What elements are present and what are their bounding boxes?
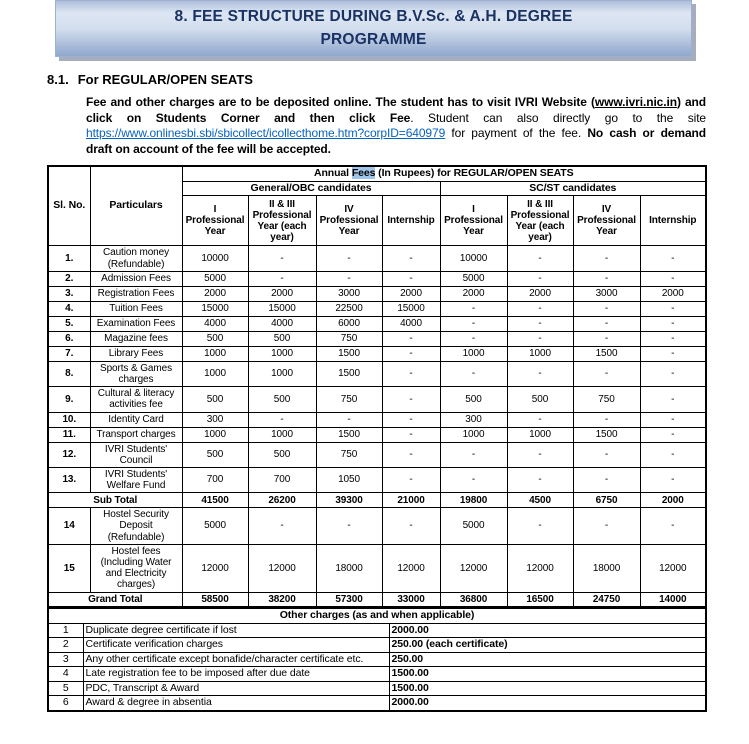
- fee-value-cell: 500: [248, 442, 316, 467]
- fee-value-cell: 12000: [182, 544, 248, 592]
- fee-value-cell: -: [507, 508, 573, 545]
- search-highlight: Fees: [351, 166, 376, 179]
- row-label: Cultural & literacy activities fee: [90, 387, 182, 412]
- fee-value-cell: -: [573, 467, 640, 492]
- fee-table-row: [48, 361, 706, 386]
- fee-value-cell: 19800: [440, 493, 507, 508]
- fee-value-cell: 12000: [440, 544, 507, 592]
- fee-value-cell: -: [316, 271, 382, 286]
- fee-value-cell: 1000: [182, 346, 248, 361]
- row-label: IVRI Students' Council: [90, 442, 182, 467]
- fee-value-cell: -: [248, 246, 316, 271]
- row-label: Library Fees: [90, 346, 182, 361]
- fee-table-row: [48, 246, 706, 271]
- fee-value-cell: -: [640, 387, 706, 412]
- fee-table-row: [48, 508, 706, 545]
- charge-label: Award & degree in absentia: [83, 696, 389, 711]
- row-number: 10.: [48, 412, 90, 427]
- fee-value-cell: 10000: [182, 246, 248, 271]
- row-label: Tuition Fees: [90, 301, 182, 316]
- fee-value-cell: -: [382, 246, 440, 271]
- row-number: 13.: [48, 467, 90, 492]
- table-title-prefix: Annual: [314, 166, 352, 179]
- group-header-general-obc: General/OBC candidates: [182, 181, 440, 196]
- fee-value-cell: 1000: [182, 427, 248, 442]
- charge-number: 3: [48, 652, 83, 667]
- fee-value-cell: 4000: [382, 316, 440, 331]
- fee-value-cell: -: [382, 412, 440, 427]
- fee-value-cell: 500: [248, 387, 316, 412]
- fee-value-cell: 14000: [640, 592, 706, 607]
- banner-title-line: 8. FEE STRUCTURE DURING B.V.Sc. & A.H. DEGREE: [174, 8, 573, 26]
- row-label: Hostel Security Deposit (Refundable): [90, 508, 182, 545]
- col-header-4: I Professional Year: [440, 196, 507, 246]
- fee-value-cell: 2000: [507, 286, 573, 301]
- intro-text-segment: Fee and other charges are to be deposited online. The student has to visit IVRI Website (: [86, 95, 595, 109]
- fee-table-row: [48, 271, 706, 286]
- fee-value-cell: -: [382, 271, 440, 286]
- fee-value-cell: -: [440, 331, 507, 346]
- fee-value-cell: 750: [316, 387, 382, 412]
- charge-value: 2000.00: [389, 696, 706, 711]
- intro-paragraph: [86, 95, 706, 158]
- row-label: Examination Fees: [90, 316, 182, 331]
- fee-table-row: [48, 412, 706, 427]
- fee-value-cell: 6750: [573, 493, 640, 508]
- row-number: 15: [48, 544, 90, 592]
- fee-value-cell: -: [640, 427, 706, 442]
- charge-label: Certificate verification charges: [83, 638, 389, 653]
- row-label: Registration Fees: [90, 286, 182, 301]
- col-header-0: I Professional Year: [182, 196, 248, 246]
- fee-value-cell: -: [382, 467, 440, 492]
- other-charges-title-row: [48, 609, 706, 624]
- fee-table-row: [48, 387, 706, 412]
- fee-value-cell: 1000: [507, 427, 573, 442]
- fee-value-cell: -: [640, 412, 706, 427]
- row-label: Transport charges: [90, 427, 182, 442]
- fee-value-cell: 22500: [316, 301, 382, 316]
- fee-value-cell: 18000: [316, 544, 382, 592]
- fee-value-cell: -: [640, 467, 706, 492]
- charge-value: 1500.00: [389, 681, 706, 696]
- fee-table-row: [48, 467, 706, 492]
- fee-value-cell: 2000: [248, 286, 316, 301]
- row-number: 8.: [48, 361, 90, 386]
- fee-table-row: [48, 301, 706, 316]
- fee-value-cell: 750: [573, 387, 640, 412]
- row-number: 1.: [48, 246, 90, 271]
- fee-value-cell: -: [640, 442, 706, 467]
- payment-portal-link[interactable]: https://www.onlinesbi.sbi/sbicollect/icollecthome.htm?corpID=640979: [86, 126, 446, 141]
- fee-value-cell: -: [640, 246, 706, 271]
- fee-value-cell: 5000: [182, 508, 248, 545]
- row-number: 6.: [48, 331, 90, 346]
- fee-value-cell: 33000: [382, 592, 440, 607]
- fee-value-cell: 1000: [182, 361, 248, 386]
- row-number: 7.: [48, 346, 90, 361]
- row-number: 14: [48, 508, 90, 545]
- section-title: For REGULAR/OPEN SEATS: [77, 72, 253, 87]
- intro-text-segment: . Student can also directly go to the site: [410, 110, 706, 125]
- fee-value-cell: 57300: [316, 592, 382, 607]
- fee-table-row: [48, 442, 706, 467]
- fee-value-cell: 1500: [316, 346, 382, 361]
- fee-value-cell: 2000: [182, 286, 248, 301]
- fee-value-cell: -: [573, 246, 640, 271]
- charge-value: 250.00 (each certificate): [389, 638, 706, 653]
- fee-value-cell: -: [640, 301, 706, 316]
- charge-number: 6: [48, 696, 83, 711]
- fee-value-cell: 4500: [507, 493, 573, 508]
- fee-value-cell: 1000: [248, 346, 316, 361]
- other-charges-title: Other charges (as and when applicable): [48, 609, 706, 624]
- fee-value-cell: 5000: [440, 508, 507, 545]
- fee-value-cell: -: [507, 361, 573, 386]
- other-charge-row: [48, 681, 706, 696]
- fee-table-row: [48, 286, 706, 301]
- fee-value-cell: 15000: [382, 301, 440, 316]
- other-charge-row: [48, 696, 706, 711]
- col-header-6: IV Professional Year: [573, 196, 640, 246]
- row-number: 12.: [48, 442, 90, 467]
- fee-value-cell: 1050: [316, 467, 382, 492]
- fee-value-cell: -: [573, 271, 640, 286]
- charge-value: 1500.00: [389, 667, 706, 682]
- col-header-2: IV Professional Year: [316, 196, 382, 246]
- row-label: IVRI Students' Welfare Fund: [90, 467, 182, 492]
- fee-value-cell: -: [573, 331, 640, 346]
- fee-value-cell: -: [440, 467, 507, 492]
- fee-value-cell: 5000: [182, 271, 248, 286]
- fee-value-cell: -: [382, 331, 440, 346]
- other-charges-table: [47, 608, 707, 712]
- fee-value-cell: 15000: [248, 301, 316, 316]
- section-banner: [55, 0, 692, 57]
- other-charge-row: [48, 638, 706, 653]
- fee-table-row: [48, 331, 706, 346]
- fee-value-cell: 15000: [182, 301, 248, 316]
- fee-value-cell: -: [316, 508, 382, 545]
- fee-value-cell: -: [573, 301, 640, 316]
- row-label: Hostel fees (Including Water and Electricity charges): [90, 544, 182, 592]
- section-number: 8.1.: [47, 72, 69, 87]
- fee-value-cell: 750: [316, 331, 382, 346]
- charge-number: 2: [48, 638, 83, 653]
- charge-number: 5: [48, 681, 83, 696]
- fee-value-cell: 12000: [248, 544, 316, 592]
- row-label: Sub Total: [48, 493, 182, 508]
- fee-value-cell: -: [382, 361, 440, 386]
- fee-value-cell: -: [507, 316, 573, 331]
- fee-value-cell: -: [382, 346, 440, 361]
- fee-value-cell: -: [640, 316, 706, 331]
- fee-value-cell: -: [382, 442, 440, 467]
- row-number: 4.: [48, 301, 90, 316]
- fee-value-cell: 18000: [573, 544, 640, 592]
- fee-value-cell: 10000: [440, 246, 507, 271]
- other-charge-row: [48, 652, 706, 667]
- table-title-suffix: (In Rupees) for REGULAR/OPEN SEATS: [375, 166, 574, 179]
- fee-value-cell: 700: [182, 467, 248, 492]
- fee-value-cell: -: [507, 271, 573, 286]
- fee-structure-table: [47, 165, 707, 608]
- col-header-slno: Sl. No.: [48, 166, 90, 246]
- fee-value-cell: -: [248, 412, 316, 427]
- charge-label: Duplicate degree certificate if lost: [83, 623, 389, 638]
- fee-value-cell: 4000: [182, 316, 248, 331]
- fee-value-cell: 38200: [248, 592, 316, 607]
- fee-value-cell: 300: [182, 412, 248, 427]
- row-number: 3.: [48, 286, 90, 301]
- fee-value-cell: -: [248, 508, 316, 545]
- fee-value-cell: 2000: [640, 286, 706, 301]
- fee-value-cell: 500: [248, 331, 316, 346]
- intro-text-segment: ) and click on Students Corner and then click Fee: [86, 95, 706, 125]
- row-label: Caution money (Refundable): [90, 246, 182, 271]
- charge-number: 1: [48, 623, 83, 638]
- intro-text-segment: No cash or demand draft on account of the fee will be accepted.: [86, 126, 706, 157]
- fee-value-cell: 6000: [316, 316, 382, 331]
- charge-label: PDC, Transcript & Award: [83, 681, 389, 696]
- charge-number: 4: [48, 667, 83, 682]
- fee-value-cell: 500: [182, 442, 248, 467]
- row-number: 9.: [48, 387, 90, 412]
- table-title: [182, 166, 706, 181]
- row-number: 2.: [48, 271, 90, 286]
- fee-value-cell: -: [640, 346, 706, 361]
- fee-value-cell: 1500: [573, 427, 640, 442]
- fee-value-cell: -: [440, 442, 507, 467]
- fee-value-cell: -: [507, 442, 573, 467]
- fee-value-cell: 500: [507, 387, 573, 412]
- fee-value-cell: 12000: [507, 544, 573, 592]
- row-label: Admission Fees: [90, 271, 182, 286]
- fee-value-cell: 12000: [382, 544, 440, 592]
- fee-value-cell: -: [440, 301, 507, 316]
- fee-value-cell: 1000: [507, 346, 573, 361]
- fee-value-cell: 36800: [440, 592, 507, 607]
- fee-value-cell: -: [507, 331, 573, 346]
- col-header-particulars: Particulars: [90, 166, 182, 246]
- fee-table-row: [48, 316, 706, 331]
- fee-value-cell: 5000: [440, 271, 507, 286]
- fee-value-cell: -: [573, 412, 640, 427]
- other-charge-row: [48, 667, 706, 682]
- row-label: Grand Total: [48, 592, 182, 607]
- banner-title-line: PROGRAMME: [320, 30, 427, 48]
- fee-value-cell: -: [507, 412, 573, 427]
- fee-value-cell: -: [382, 387, 440, 412]
- subtotal-row: [48, 493, 706, 508]
- fee-value-cell: -: [440, 316, 507, 331]
- fee-value-cell: -: [640, 331, 706, 346]
- charge-value: 250.00: [389, 652, 706, 667]
- fee-value-cell: 500: [182, 331, 248, 346]
- group-header-sc-st: SC/ST candidates: [440, 181, 706, 196]
- fee-value-cell: -: [573, 316, 640, 331]
- fee-table-row: [48, 346, 706, 361]
- fee-value-cell: -: [640, 361, 706, 386]
- table-title-row: [48, 166, 706, 181]
- fee-value-cell: 21000: [382, 493, 440, 508]
- col-header-3: Internship: [382, 196, 440, 246]
- charge-label: Late registration fee to be imposed after due date: [83, 667, 389, 682]
- fee-value-cell: 1500: [316, 361, 382, 386]
- fee-value-cell: -: [440, 361, 507, 386]
- fee-value-cell: 16500: [507, 592, 573, 607]
- col-header-7: Internship: [640, 196, 706, 246]
- fee-table-row: [48, 427, 706, 442]
- fee-value-cell: 500: [440, 387, 507, 412]
- fee-value-cell: 2000: [440, 286, 507, 301]
- ivri-website-link[interactable]: www.ivri.nic.in: [594, 95, 677, 109]
- fee-value-cell: -: [248, 271, 316, 286]
- fee-value-cell: 3000: [316, 286, 382, 301]
- fee-value-cell: -: [640, 508, 706, 545]
- row-label: Identity Card: [90, 412, 182, 427]
- intro-text-segment: for payment of the fee.: [445, 126, 588, 141]
- row-label: Magazine fees: [90, 331, 182, 346]
- fee-value-cell: -: [316, 412, 382, 427]
- fee-value-cell: 2000: [382, 286, 440, 301]
- fee-value-cell: 1500: [316, 427, 382, 442]
- charge-label: Any other certificate except bonafide/character certificate etc.: [83, 652, 389, 667]
- row-label: Sports & Games charges: [90, 361, 182, 386]
- fee-value-cell: 2000: [640, 493, 706, 508]
- fee-value-cell: 1000: [248, 427, 316, 442]
- fee-value-cell: 750: [316, 442, 382, 467]
- fee-value-cell: 3000: [573, 286, 640, 301]
- fee-table-row: [48, 544, 706, 592]
- fee-value-cell: 500: [182, 387, 248, 412]
- fee-value-cell: 1000: [440, 427, 507, 442]
- fee-value-cell: -: [316, 246, 382, 271]
- fee-value-cell: -: [382, 427, 440, 442]
- fee-value-cell: 4000: [248, 316, 316, 331]
- fee-value-cell: 26200: [248, 493, 316, 508]
- row-number: 5.: [48, 316, 90, 331]
- charge-value: 2000.00: [389, 623, 706, 638]
- fee-value-cell: 1000: [440, 346, 507, 361]
- fee-value-cell: -: [507, 301, 573, 316]
- col-header-1: II & III Professional Year (each year): [248, 196, 316, 246]
- fee-value-cell: 1000: [248, 361, 316, 386]
- total-row: [48, 592, 706, 607]
- fee-value-cell: -: [382, 508, 440, 545]
- fee-value-cell: 41500: [182, 493, 248, 508]
- fee-value-cell: 12000: [640, 544, 706, 592]
- fee-value-cell: 58500: [182, 592, 248, 607]
- fee-value-cell: -: [573, 508, 640, 545]
- fee-value-cell: 700: [248, 467, 316, 492]
- fee-value-cell: -: [573, 361, 640, 386]
- col-header-5: II & III Professional Year (each year): [507, 196, 573, 246]
- fee-value-cell: -: [507, 467, 573, 492]
- other-charge-row: [48, 623, 706, 638]
- fee-value-cell: 1500: [573, 346, 640, 361]
- fee-value-cell: 300: [440, 412, 507, 427]
- section-heading: [47, 72, 749, 87]
- row-number: 11.: [48, 427, 90, 442]
- fee-value-cell: -: [640, 271, 706, 286]
- fee-value-cell: -: [573, 442, 640, 467]
- fee-value-cell: 24750: [573, 592, 640, 607]
- fee-value-cell: 39300: [316, 493, 382, 508]
- fee-value-cell: -: [507, 246, 573, 271]
